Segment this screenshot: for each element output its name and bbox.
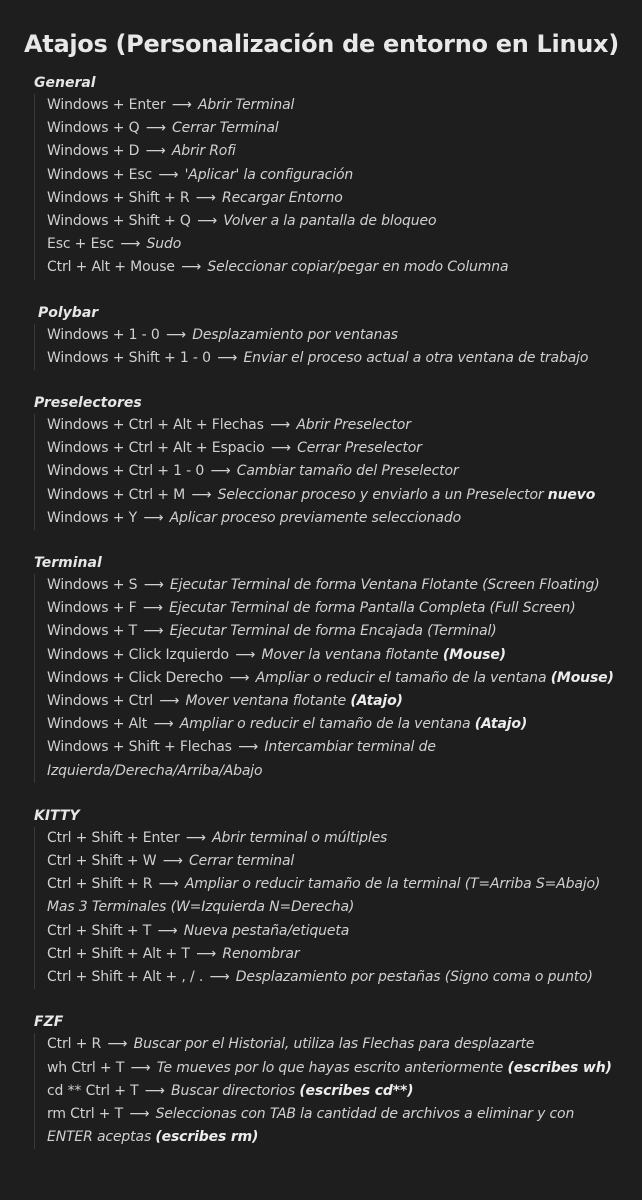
shortcut-description: Volver a la pantalla de bloqueo bbox=[223, 213, 437, 230]
shortcut-keys: Windows + Q bbox=[47, 120, 140, 137]
arrow-icon: ⟶ bbox=[195, 189, 216, 206]
arrow-icon: ⟶ bbox=[229, 669, 250, 686]
arrow-icon: ⟶ bbox=[158, 876, 179, 893]
shortcut-row bbox=[47, 690, 642, 713]
shortcut-description: Ampliar o reducir el tamaño de la ventana bbox=[179, 716, 471, 733]
shortcut-row bbox=[47, 164, 642, 187]
shortcut-keys: Windows + Shift + Q bbox=[47, 213, 191, 230]
arrow-icon: ⟶ bbox=[196, 945, 217, 962]
shortcut-keys: cd ** Ctrl + T bbox=[47, 1082, 139, 1099]
shortcut-description: Aplicar proceso previamente seleccionado bbox=[169, 509, 461, 526]
shortcut-description: Ampliar o reducir el tamaño de la ventana bbox=[255, 669, 547, 686]
shortcut-emphasis: (escribes wh) bbox=[507, 1059, 612, 1076]
shortcut-keys: Windows + Alt bbox=[47, 716, 148, 733]
arrow-icon: ⟶ bbox=[165, 326, 186, 343]
shortcut-keys: Windows + Shift + R bbox=[47, 189, 190, 206]
shortcut-keys: Ctrl + Shift + W bbox=[47, 853, 157, 870]
shortcut-description: Abrir terminal o múltiples bbox=[212, 829, 388, 846]
section-title: Terminal bbox=[34, 555, 102, 572]
section-title: KITTY bbox=[34, 807, 80, 824]
shortcut-keys: rm Ctrl + T bbox=[47, 1105, 124, 1122]
shortcut-row bbox=[47, 256, 642, 279]
arrow-icon: ⟶ bbox=[210, 463, 231, 480]
shortcut-row bbox=[47, 117, 642, 140]
shortcut-row bbox=[47, 414, 642, 437]
section-title: Preselectores bbox=[34, 395, 142, 412]
shortcut-row bbox=[47, 94, 642, 117]
shortcut-description: Ejecutar Terminal de forma Ventana Flotante (Screen Floating) bbox=[169, 577, 600, 594]
shortcut-row bbox=[47, 460, 642, 483]
section-title: FZF bbox=[34, 1014, 64, 1031]
shortcut-emphasis: (Mouse) bbox=[550, 669, 614, 686]
shortcut-emphasis: nuevo bbox=[547, 486, 596, 503]
shortcut-description: Mover ventana flotante bbox=[185, 693, 347, 710]
arrow-icon: ⟶ bbox=[129, 1105, 150, 1122]
arrow-icon: ⟶ bbox=[270, 417, 290, 434]
shortcut-keys: Windows + Ctrl + Alt + Flechas bbox=[47, 417, 264, 434]
shortcut-keys: Windows + Y bbox=[47, 509, 138, 526]
shortcut-row bbox=[47, 713, 642, 736]
shortcut-keys: Ctrl + Alt + Mouse bbox=[47, 259, 175, 276]
shortcut-emphasis: (Mouse) bbox=[442, 646, 506, 663]
shortcut-keys: Esc + Esc bbox=[47, 236, 114, 253]
shortcut-row bbox=[47, 1057, 642, 1080]
shortcut-description: Seleccionar proceso y enviarlo a un Preselector bbox=[217, 486, 544, 503]
shortcut-description: Cerrar Preselector bbox=[297, 440, 422, 457]
arrow-icon: ⟶ bbox=[158, 166, 179, 183]
page-title: Atajos (Personalización de entorno en Linux) bbox=[24, 30, 619, 58]
arrow-icon: ⟶ bbox=[217, 349, 238, 366]
shortcut-list bbox=[34, 324, 642, 370]
shortcut-keys: Ctrl + Shift + T bbox=[47, 922, 152, 939]
shortcut-description: Sudo bbox=[146, 236, 182, 253]
shortcut-keys: Windows + F bbox=[47, 600, 137, 617]
shortcut-row bbox=[47, 943, 642, 966]
shortcut-description: Abrir Rofi bbox=[171, 143, 236, 160]
shortcut-description: Seleccionas con TAB la cantidad de archivos a eliminar y con ENTER aceptas bbox=[47, 1105, 575, 1146]
arrow-icon: ⟶ bbox=[130, 1059, 151, 1076]
shortcut-description: Cerrar terminal bbox=[188, 853, 295, 870]
arrow-icon: ⟶ bbox=[143, 577, 164, 594]
arrow-icon: ⟶ bbox=[162, 853, 183, 870]
shortcut-description: Ejecutar Terminal de forma Encajada (Terminal) bbox=[169, 623, 497, 640]
arrow-icon: ⟶ bbox=[235, 646, 256, 663]
shortcut-row bbox=[47, 574, 642, 597]
shortcut-description: Renombrar bbox=[222, 945, 300, 962]
shortcut-keys: Ctrl + R bbox=[47, 1036, 102, 1053]
arrow-icon: ⟶ bbox=[157, 922, 178, 939]
arrow-icon: ⟶ bbox=[191, 486, 212, 503]
shortcut-keys: Windows + Enter bbox=[47, 97, 166, 113]
shortcut-description: Ejecutar Terminal de forma Pantalla Completa (Full Screen) bbox=[169, 600, 576, 617]
shortcut-list bbox=[34, 574, 642, 783]
shortcut-row bbox=[47, 620, 642, 643]
shortcut-emphasis: (escribes rm) bbox=[155, 1129, 259, 1146]
shortcut-row bbox=[47, 324, 642, 347]
shortcut-row bbox=[47, 1033, 642, 1056]
shortcut-description: Buscar directorios bbox=[171, 1082, 295, 1099]
shortcut-keys: Windows + 1 - 0 bbox=[47, 326, 160, 343]
shortcut-row bbox=[47, 644, 642, 667]
shortcut-row bbox=[47, 484, 642, 507]
shortcut-keys: Ctrl + Shift + Enter bbox=[47, 829, 180, 846]
arrow-icon: ⟶ bbox=[142, 600, 163, 617]
shortcut-keys: Windows + Ctrl + M bbox=[47, 486, 186, 503]
shortcut-row bbox=[47, 187, 642, 210]
shortcut-row bbox=[47, 920, 642, 943]
shortcut-keys: Windows + Shift + Flechas bbox=[47, 739, 232, 756]
shortcut-row bbox=[47, 597, 642, 620]
shortcut-description: Te mueves por lo que hayas escrito anteriormente bbox=[156, 1059, 504, 1076]
arrow-icon: ⟶ bbox=[144, 1082, 165, 1099]
shortcut-description: Abrir Preselector bbox=[296, 417, 411, 434]
shortcut-description: Seleccionar copiar/pegar en modo Columna bbox=[207, 259, 509, 276]
shortcut-keys: Ctrl + Shift + R bbox=[47, 876, 153, 893]
shortcut-description: Cerrar Terminal bbox=[172, 120, 279, 137]
shortcut-description: Nueva pestaña/etiqueta bbox=[183, 922, 350, 939]
shortcut-description: Ampliar o reducir tamaño de la terminal (T=Arriba S=Abajo) Mas 3 Terminales (W=Izquierda N=Derecha) bbox=[47, 876, 601, 916]
arrow-icon: ⟶ bbox=[209, 969, 230, 986]
section-terminal bbox=[34, 552, 642, 783]
shortcut-keys: Ctrl + Shift + Alt + T bbox=[47, 945, 190, 962]
shortcut-row bbox=[47, 667, 642, 690]
arrow-icon: ⟶ bbox=[185, 829, 206, 846]
arrow-icon: ⟶ bbox=[145, 120, 166, 137]
shortcut-keys: wh Ctrl + T bbox=[47, 1059, 125, 1076]
shortcut-row bbox=[47, 850, 642, 873]
shortcut-emphasis: (Atajo) bbox=[350, 693, 403, 710]
shortcut-description: Cambiar tamaño del Preselector bbox=[236, 463, 459, 480]
shortcut-description: Mover la ventana flotante bbox=[261, 646, 439, 663]
shortcut-row bbox=[47, 1080, 642, 1103]
shortcut-keys: Windows + S bbox=[47, 577, 138, 594]
arrow-icon: ⟶ bbox=[107, 1036, 128, 1053]
shortcut-row bbox=[47, 140, 642, 163]
shortcut-list bbox=[34, 414, 642, 530]
arrow-icon: ⟶ bbox=[159, 693, 180, 710]
section-preselectores bbox=[34, 392, 642, 530]
shortcut-keys: Windows + Ctrl + Alt + Espacio bbox=[47, 440, 265, 457]
section-kitty bbox=[34, 805, 642, 989]
shortcut-keys: Windows + D bbox=[47, 143, 140, 160]
shortcut-description: Enviar el proceso actual a otra ventana de trabajo bbox=[243, 349, 589, 366]
shortcut-row bbox=[47, 210, 642, 233]
shortcut-row bbox=[47, 827, 642, 850]
arrow-icon: ⟶ bbox=[270, 440, 291, 457]
shortcut-keys: Windows + Esc bbox=[47, 166, 153, 183]
shortcut-description: Recargar Entorno bbox=[222, 189, 343, 206]
arrow-icon: ⟶ bbox=[171, 97, 192, 113]
shortcut-list bbox=[34, 827, 642, 989]
shortcut-description: Abrir Terminal bbox=[198, 97, 295, 113]
shortcut-emphasis: (Atajo) bbox=[474, 716, 528, 733]
shortcut-description: Desplazamiento por pestañas (Signo coma o punto) bbox=[235, 969, 593, 986]
shortcut-row bbox=[47, 966, 642, 989]
arrow-icon: ⟶ bbox=[143, 623, 164, 640]
arrow-icon: ⟶ bbox=[197, 213, 217, 230]
shortcut-row bbox=[47, 1103, 607, 1149]
shortcut-description: Intercambiar terminal de Izquierda/Derecha/Arriba/Abajo bbox=[47, 739, 436, 779]
arrow-icon: ⟶ bbox=[238, 739, 259, 756]
shortcut-emphasis: (escribes cd**) bbox=[299, 1082, 414, 1099]
shortcut-row bbox=[47, 736, 607, 782]
arrow-icon: ⟶ bbox=[181, 259, 202, 276]
shortcut-keys: Windows + T bbox=[47, 623, 138, 640]
shortcut-row bbox=[47, 233, 642, 256]
shortcut-keys: Windows + Click Izquierdo bbox=[47, 646, 229, 663]
shortcut-description: Buscar por el Historial, utiliza las Flechas para desplazarte bbox=[133, 1036, 535, 1053]
shortcut-list bbox=[34, 94, 642, 280]
shortcut-description: Desplazamiento por ventanas bbox=[192, 326, 398, 343]
arrow-icon: ⟶ bbox=[143, 509, 164, 526]
shortcut-row bbox=[47, 347, 642, 370]
arrow-icon: ⟶ bbox=[153, 716, 174, 733]
shortcut-keys: Windows + Click Derecho bbox=[47, 669, 224, 686]
shortcut-row bbox=[47, 437, 642, 460]
section-fzf bbox=[34, 1011, 642, 1149]
section-title: Polybar bbox=[38, 304, 99, 321]
section-title: General bbox=[34, 75, 96, 91]
shortcut-keys: Ctrl + Shift + Alt + , / . bbox=[47, 969, 204, 986]
arrow-icon: ⟶ bbox=[145, 143, 166, 160]
shortcut-row bbox=[47, 873, 607, 919]
shortcut-row bbox=[47, 507, 642, 530]
shortcut-keys: Windows + Ctrl + 1 - 0 bbox=[47, 463, 205, 480]
section-general bbox=[34, 72, 642, 280]
shortcut-keys: Windows + Shift + 1 - 0 bbox=[47, 349, 211, 366]
shortcut-description: 'Aplicar' la configuración bbox=[184, 166, 354, 183]
shortcut-list bbox=[34, 1033, 642, 1149]
arrow-icon: ⟶ bbox=[120, 236, 141, 253]
section-polybar bbox=[34, 302, 642, 370]
shortcut-keys: Windows + Ctrl bbox=[47, 693, 153, 710]
